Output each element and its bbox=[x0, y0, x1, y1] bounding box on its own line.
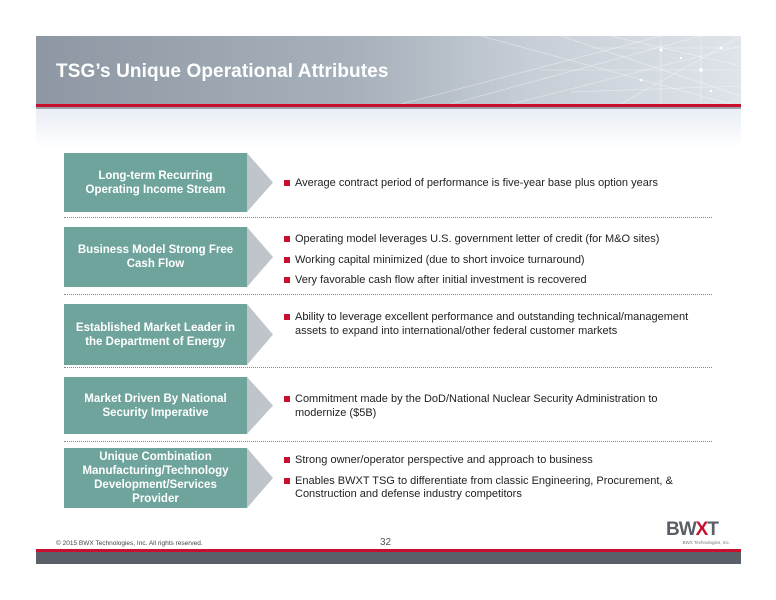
bullet-item: Enables BWXT TSG to differentiate from classic Engineering, Procurement, & Construction and defense industry competitors bbox=[284, 475, 704, 502]
row-divider bbox=[64, 294, 712, 295]
attribute-label: Established Market Leader in the Department of Energy bbox=[75, 321, 236, 348]
network-graphic-icon bbox=[361, 36, 741, 104]
logo-wordmark: BWXT bbox=[666, 519, 718, 540]
bullet-item: Ability to leverage excellent performance and outstanding technical/management assets to expand into international/other federal customer markets bbox=[284, 311, 704, 338]
chevron-arrow-icon bbox=[247, 377, 273, 434]
bullet-item: Strong owner/operator perspective and approach to business bbox=[284, 454, 704, 468]
header-fade bbox=[36, 109, 741, 149]
row-divider bbox=[64, 367, 712, 368]
row-divider bbox=[64, 441, 712, 442]
chevron-arrow-icon bbox=[247, 448, 273, 508]
row-divider bbox=[64, 217, 712, 218]
attribute-box bbox=[64, 377, 247, 434]
bullet-item: Average contract period of performance is five-year base plus option years bbox=[284, 177, 704, 191]
bullet-item: Working capital minimized (due to short invoice turnaround) bbox=[284, 254, 704, 268]
bullet-item: Commitment made by the DoD/National Nuclear Security Administration to modernize ($5B) bbox=[284, 393, 704, 420]
bullet-list bbox=[284, 177, 704, 198]
bullet-list bbox=[284, 311, 704, 345]
attribute-label: Business Model Strong Free Cash Flow bbox=[77, 244, 234, 270]
copyright-text: © 2015 BWX Technologies, Inc. All rights reserved. bbox=[56, 540, 203, 547]
chevron-arrow-icon bbox=[247, 304, 273, 365]
chevron-arrow-icon bbox=[247, 227, 273, 287]
attribute-box bbox=[64, 448, 247, 508]
bullet-item: Operating model leverages U.S. government letter of credit (for M&O sites) bbox=[284, 233, 704, 247]
slide-title: TSG’s Unique Operational Attributes bbox=[56, 61, 389, 82]
attribute-label: Market Driven By National Security Imperative bbox=[84, 392, 227, 419]
page-number: 32 bbox=[380, 537, 392, 548]
attribute-label: Long-term Recurring Operating Income Stream bbox=[85, 169, 226, 196]
chevron-arrow-icon bbox=[247, 153, 273, 212]
attribute-box bbox=[64, 227, 247, 287]
bullet-item: Very favorable cash flow after initial investment is recovered bbox=[284, 274, 704, 288]
attribute-box bbox=[64, 153, 247, 212]
logo-subtext: BWX Technologies, Inc. bbox=[682, 540, 730, 545]
bullet-list bbox=[284, 393, 704, 427]
bullet-list bbox=[284, 233, 704, 295]
header-banner bbox=[36, 36, 741, 104]
attribute-label: Unique Combination Manufacturing/Technology Development/Services Provider bbox=[82, 451, 229, 505]
attribute-box bbox=[64, 304, 247, 365]
footer-bar bbox=[36, 552, 741, 564]
bullet-list bbox=[284, 454, 704, 509]
bwxt-logo bbox=[666, 520, 730, 550]
slide bbox=[36, 36, 741, 564]
